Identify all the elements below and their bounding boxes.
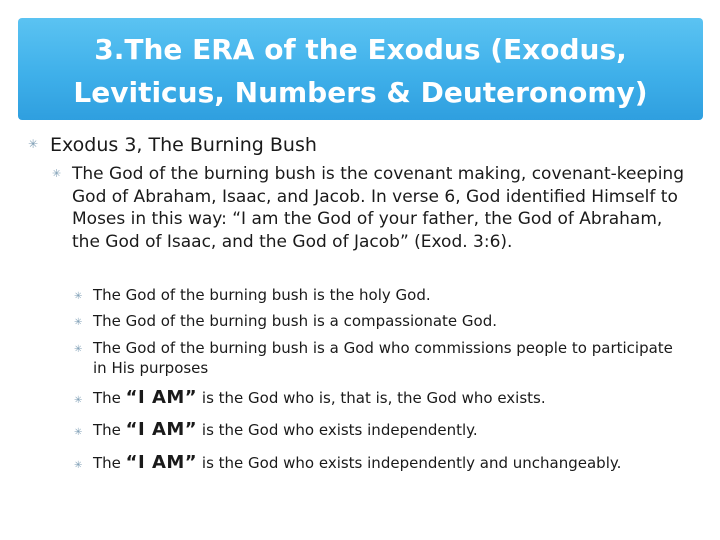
bullet-icon: ✳ — [74, 427, 83, 438]
list-item: The God of the burning bush is the holy God. — [93, 286, 431, 304]
bullet-icon: ✳ — [52, 167, 62, 180]
iam-item: The “I AM” is the God who exists independently and unchangeably. — [93, 452, 622, 473]
bullet-icon: ✳ — [28, 137, 39, 151]
bullet-icon: ✳ — [74, 317, 83, 328]
iam-emphasis: “I AM” — [125, 387, 198, 408]
bullet-icon: ✳ — [74, 395, 83, 406]
bullet-icon: ✳ — [74, 291, 83, 302]
list-item: The God of the burning bush is a God who commissions people to participate in His purposes — [93, 339, 673, 377]
iam-emphasis: “I AM” — [125, 419, 198, 440]
iam-item: The “I AM” is the God who is, that is, the God who exists. — [93, 387, 546, 408]
covenant-paragraph: The God of the burning bush is the covenant making, covenant-keeping God of Abraham, Isaac, and Jacob. In verse 6, God identified Himself to Moses in this way: “I am the God of your father, the God of Abraham, the God of Isaac, and the God of Jacob” (Exod. 3:6). — [72, 164, 684, 252]
slide-title: 3.The ERA of the Exodus (Exodus, Leviticus, Numbers & Deuteronomy) — [73, 33, 648, 109]
iam-item: The “I AM” is the God who exists independently. — [93, 419, 478, 440]
bullet-icon: ✳ — [74, 460, 83, 471]
list-item: The God of the burning bush is a compassionate God. — [93, 312, 497, 330]
iam-emphasis: “I AM” — [125, 452, 198, 473]
heading-burning-bush: Exodus 3, The Burning Bush — [50, 134, 317, 156]
bullet-icon: ✳ — [74, 344, 83, 355]
